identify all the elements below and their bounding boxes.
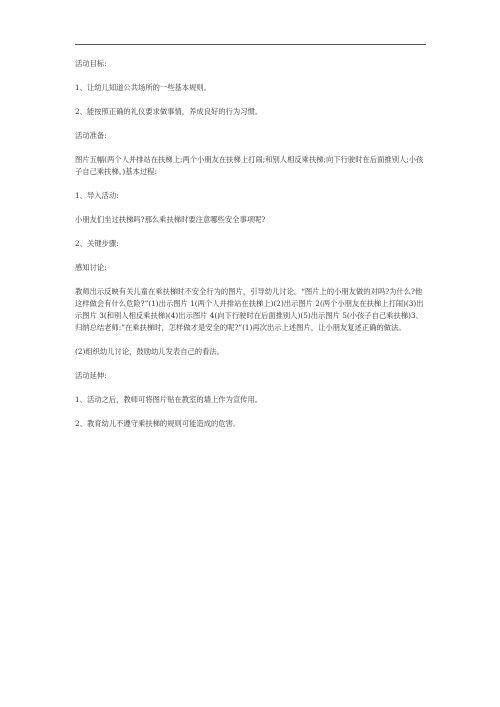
discussion-item-2: (2)组织幼儿讨论，鼓励幼儿发表自己的看法。 xyxy=(75,347,224,356)
goal-item-2: 2、能按照正确的礼仪要求做事情，养成良好的行为习惯。 xyxy=(75,107,263,116)
document-body xyxy=(75,58,428,442)
discussion-text: 教师出示反映有关儿童在乘扶梯时不安全行为的图片，引导幼儿讨论。“图片上的小朋友做的对吗?为什么?他这样做会有什么危险?”(1)出示图片 1(两个人并排站在扶梯上)(2)出示图片 2(两个小朋友在扶梯上打闹)(3)出示图片 3(和别人相反乘扶梯)(4)出示图片 4(向下行驶时在后面推别人)(5)出示图片 5(小孩子自己乘扶梯)3、归纳总结老师:”在乘扶梯时，怎样做才是安全的呢?”(1)再次出示上述图片，让小朋友复述正确的做法。 xyxy=(75,287,424,332)
goal-item-1: 1、让幼儿知道公共场所的一些基本规则。 xyxy=(75,83,211,92)
extension-item-2: 2、教育幼儿不遵守乘扶梯的规则可能造成的危害。 xyxy=(75,419,241,428)
extension-item-1: 1、活动之后，教师可将图片贴在教室的墙上作为宣传用。 xyxy=(75,395,263,404)
intro-question: 小朋友们坐过扶梯吗?那么乘扶梯时要注意哪些安全事项呢? xyxy=(75,215,266,224)
section-heading-goals: 活动目标: xyxy=(75,59,107,68)
header-rule xyxy=(75,44,426,45)
step-heading-intro: 1、导入活动: xyxy=(75,191,119,200)
section-heading-preparation: 活动准备: xyxy=(75,131,107,140)
subheading-discussion: 感知讨论: xyxy=(75,263,107,272)
step-heading-key-steps: 2、关键步骤: xyxy=(75,239,119,248)
preparation-text: 图片五幅(两个人并排站在扶梯上;两个小朋友在扶梯上打闹;和别人相反乘扶梯;向下行驶时在后面推别人;小孩子自己乘扶梯。)基本过程: xyxy=(75,155,424,176)
section-heading-extension: 活动延伸: xyxy=(75,371,107,380)
